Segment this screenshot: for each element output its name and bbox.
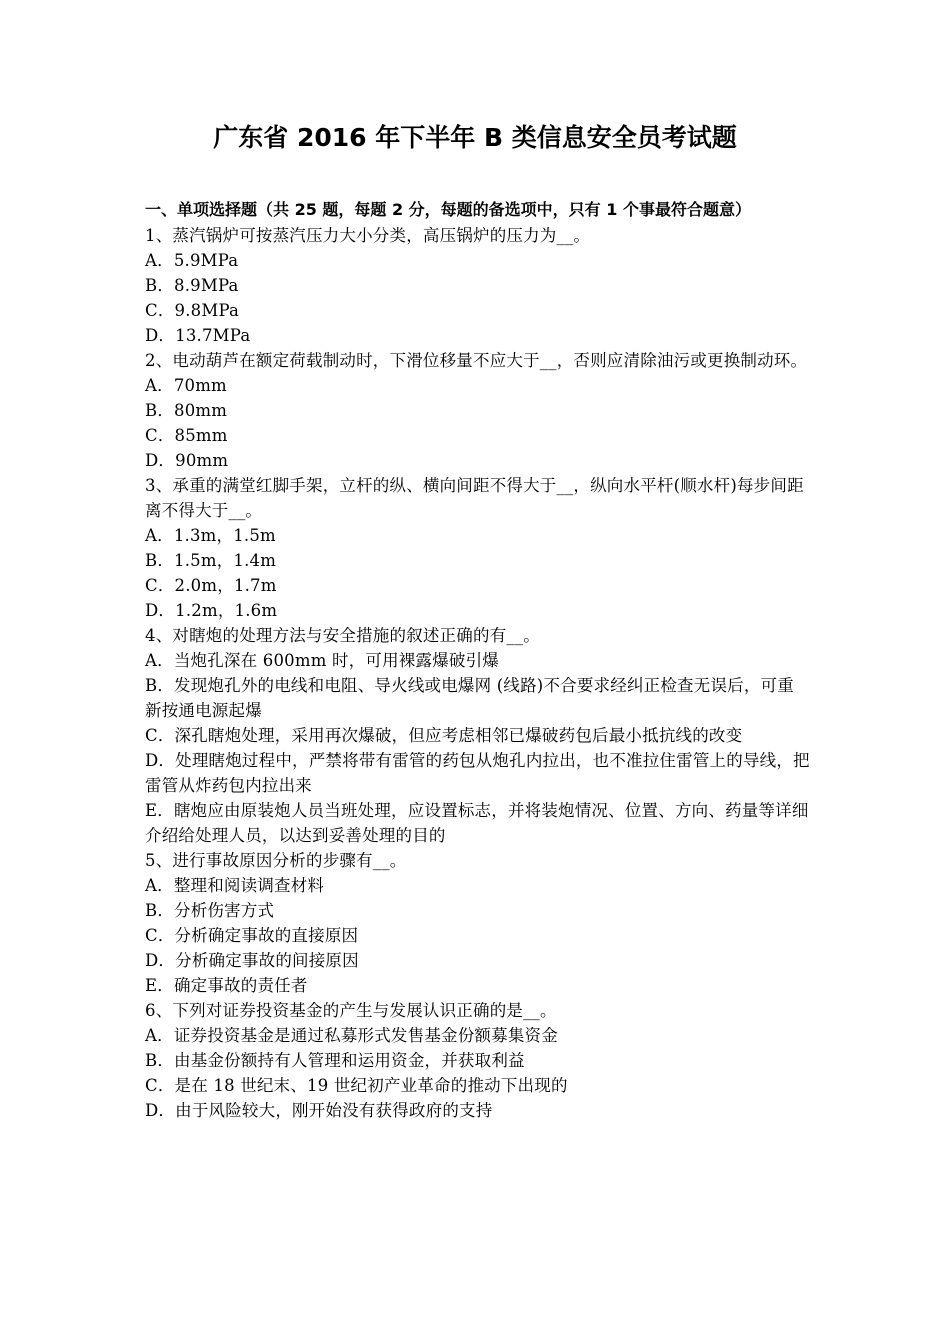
question-stem: 3、承重的满堂红脚手架，立杆的纵、横向间距不得大于__，纵向水平杆(顺水杆)每步间距离不得大于__。: [145, 476, 804, 520]
option-c: C．分析确定事故的直接原因: [145, 926, 359, 945]
option-b: B．1.5m，1.4m: [145, 551, 277, 570]
option-b: B．发现炮孔外的电线和电阻、导火线或电爆网 (线路)不合要求经纠正检查无误后，可重新按通电源起爆: [145, 676, 794, 720]
option-b: B．由基金份额持有人管理和运用资金，并获取利益: [145, 1051, 525, 1070]
option-c: C．9.8MPa: [145, 301, 240, 320]
option-a: A．1.3m，1.5m: [145, 526, 276, 545]
option-d: D．90mm: [145, 451, 229, 470]
option-b: B．8.9MPa: [145, 276, 239, 295]
question-stem: 2、电动葫芦在额定荷载制动时，下滑位移量不应大于__，否则应清除油污或更换制动环。: [145, 351, 808, 370]
option-d: D．由于风险较大，刚开始没有获得政府的支持: [145, 1101, 493, 1120]
option-d: D．处理瞎炮过程中，严禁将带有雷管的药包从炮孔内拉出，也不准拉住雷管上的导线，把雷管从炸药包内拉出来: [145, 751, 810, 795]
option-c: C．深孔瞎炮处理，采用再次爆破，但应考虑相邻已爆破药包后最小抵抗线的改变: [145, 726, 743, 745]
question-3: [145, 473, 810, 623]
question-5: [145, 848, 810, 998]
option-c: C．2.0m，1.7m: [145, 576, 277, 595]
question-stem: 5、进行事故原因分析的步骤有__。: [145, 851, 407, 870]
option-a: A．70mm: [145, 376, 227, 395]
option-d: D．1.2m，1.6m: [145, 601, 278, 620]
section-heading: 一、单项选择题（共 25 题，每题 2 分，每题的备选项中，只有 1 个事最符合题意）: [145, 200, 751, 219]
document-title: 广东省 2016 年下半年 B 类信息安全员考试题: [213, 123, 737, 152]
question-6: [145, 998, 810, 1123]
option-a: A．证券投资基金是通过私募形式发售基金份额募集资金: [145, 1026, 558, 1045]
option-b: B．80mm: [145, 401, 228, 420]
question-stem: 6、下列对证券投资基金的产生与发展认识正确的是__。: [145, 1001, 557, 1020]
option-b: B．分析伤害方式: [145, 901, 275, 920]
question-stem: 4、对瞎炮的处理方法与安全措施的叙述正确的有__。: [145, 626, 540, 645]
question-2: [145, 348, 810, 473]
option-d: D．13.7MPa: [145, 326, 251, 345]
question-1: [145, 223, 810, 348]
option-e: E．瞎炮应由原装炮人员当班处理，应设置标志，并将装炮情况、位置、方向、药量等详细介绍给处理人员，以达到妥善处理的目的: [145, 801, 809, 845]
option-c: C．是在 18 世纪末、19 世纪初产业革命的推动下出现的: [145, 1076, 568, 1095]
option-e: E．确定事故的责任者: [145, 976, 308, 995]
question-stem: 1、蒸汽锅炉可按蒸汽压力大小分类，高压锅炉的压力为__。: [145, 226, 591, 245]
option-d: D．分析确定事故的间接原因: [145, 951, 359, 970]
option-c: C．85mm: [145, 426, 228, 445]
option-a: A．当炮孔深在 600mm 时，可用裸露爆破引爆: [145, 651, 499, 670]
option-a: A．5.9MPa: [145, 251, 239, 270]
document-body: [145, 198, 810, 1123]
question-4: [145, 623, 810, 848]
option-a: A．整理和阅读调查材料: [145, 876, 325, 895]
